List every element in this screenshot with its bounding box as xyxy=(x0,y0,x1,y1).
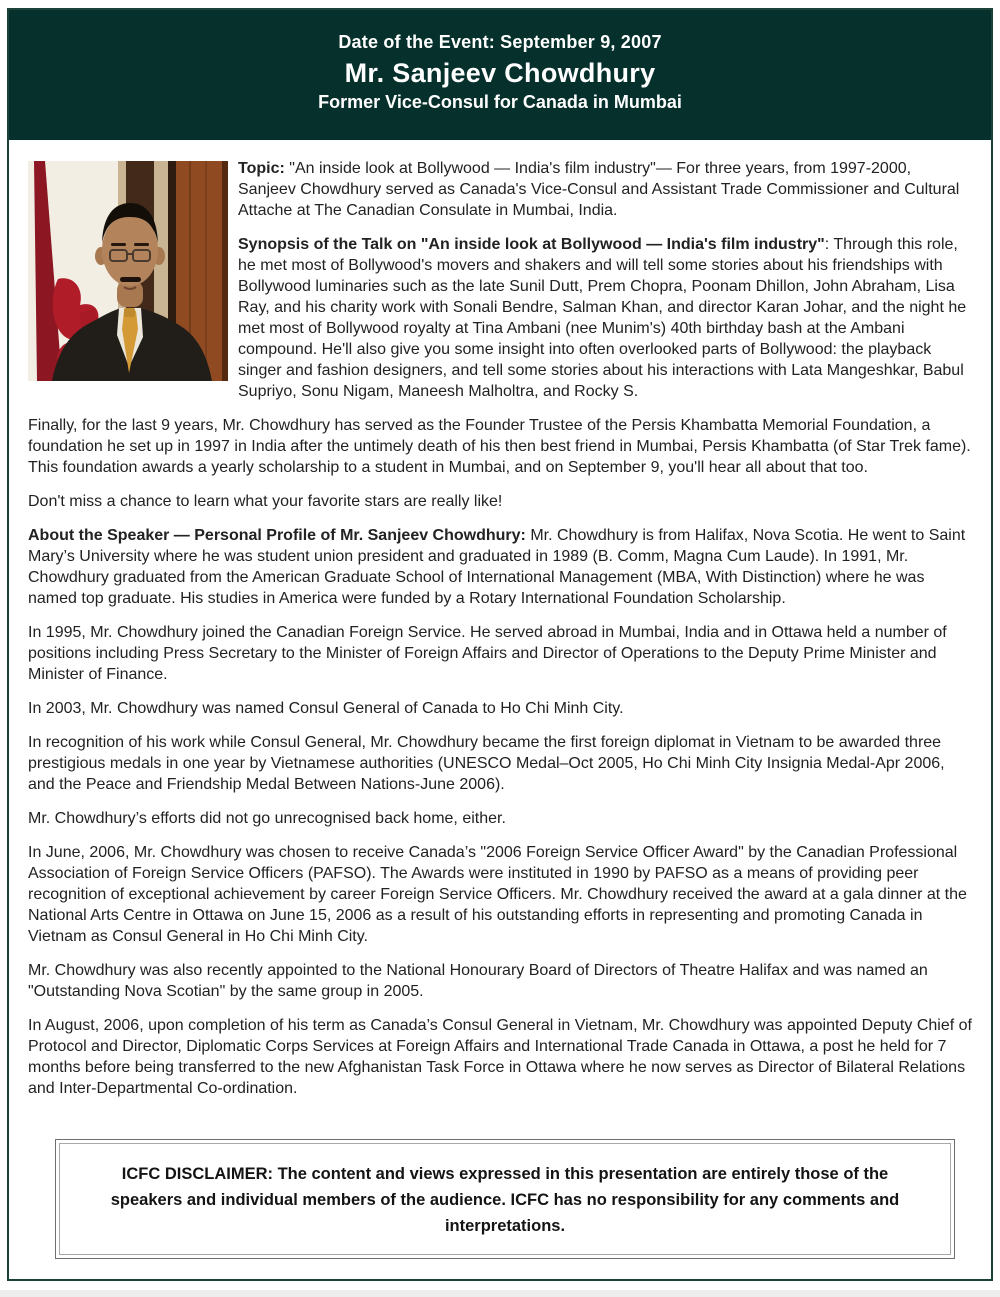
page-frame xyxy=(7,8,993,1281)
event-header xyxy=(9,10,991,140)
mustache xyxy=(120,277,141,282)
topic-text: "An inside look at Bollywood — India's film industry"— For three years, from 1997-2000, Sanjeev Chowdhury served as Canada's Vice-Consul and Assistant Trade Commissioner and Cultural Attache at The Canadian Consulate in Mumbai, India. xyxy=(238,160,960,219)
eyebrow-left xyxy=(111,243,126,246)
page-bottom-strip xyxy=(0,1290,1000,1297)
page-title: Mr. Sanjeev Chowdhury xyxy=(344,58,656,88)
eyebrow-right xyxy=(134,243,149,246)
paragraph-pafso-award: In June, 2006, Mr. Chowdhury was chosen to receive Canada’s "2006 Foreign Service Officer Award" by the Canadian Professional Association of Foreign Service Officers (PAFSO). The Awards were instituted in 1990 by PAFSO as a means of providing peer recognition of exceptional achievement by career Foreign Service Officers. Mr. Chowdhury received the award at a gala dinner at the National Arts Centre in Ottawa on June 15, 2006 as a result of his outstanding efforts in representing and promoting Canada in Vietnam as Consul General in Ho Chi Minh City. xyxy=(28,844,967,945)
about-speaker-text: Mr. Chowdhury is from Halifax, Nova Scotia. He went to Saint Mary’s University where he was student union president and graduated in 1989 (B. Comm, Magna Cum Laude). In 1991, Mr. Chowdhury graduated from the American Graduate School of International Management (MBA, With Distinction) where he was named top graduate. His studies in America were funded by a Rotary International Foundation Scholarship. xyxy=(28,527,966,607)
article-body xyxy=(9,140,991,1099)
synopsis-label: Synopsis of the Talk on "An inside look at Bollywood — India's film industry" xyxy=(238,236,825,253)
paragraph-consul-general: In 2003, Mr. Chowdhury was named Consul General of Canada to Ho Chi Minh City. xyxy=(28,700,624,717)
paragraph-medals: In recognition of his work while Consul General, Mr. Chowdhury became the first foreign diplomat in Vietnam to be awarded three prestigious medals in one year by Vietnamese authorities (UNESCO Medal–Oct 2005, Ho Chi Minh City Insignia Medal-Apr 2006, and the Peace and Friendship Medal Between Nations-June 2006). xyxy=(28,734,945,793)
disclaimer-text: ICFC DISCLAIMER: The content and views expressed in this presentation are entirely those of the speakers and individual members of the audience. ICFC has no responsibility for any comments and interpretations. xyxy=(110,1165,900,1235)
disclaimer-inner-border xyxy=(59,1143,951,1255)
disclaimer-box xyxy=(55,1139,955,1259)
event-date: Date of the Event: September 9, 2007 xyxy=(338,32,662,52)
paragraph-recognition: Mr. Chowdhury’s efforts did not go unrecognised back home, either. xyxy=(28,810,506,827)
topic-label: Topic: xyxy=(238,160,285,177)
paragraph-about-speaker xyxy=(28,525,972,609)
paragraph-dont-miss: Don't miss a chance to learn what your favorite stars are really like! xyxy=(28,493,503,510)
paragraph-foreign-service: In 1995, Mr. Chowdhury joined the Canadian Foreign Service. He served abroad in Mumbai, India and in Ottawa held a number of positions including Press Secretary to the Minister of Foreign Affairs and Director of Operations to the Deputy Prime Minister and Minister of Finance. xyxy=(28,624,947,683)
paragraph-foundation: Finally, for the last 9 years, Mr. Chowdhury has served as the Founder Trustee of the Persis Khambatta Memorial Foundation, a foundation he set up in 1997 in India after the untimely death of his then best friend in Mumbai, Persis Khambatta (of Star Trek fame). This foundation awards a yearly scholarship to a student in Mumbai, and on September 9, you'll hear all about that too. xyxy=(28,417,971,476)
tie-knot xyxy=(124,308,135,317)
paragraph-theatre-halifax: Mr. Chowdhury was also recently appointed to the National Honourary Board of Directors of Theatre Halifax and was named an "Outstanding Nova Scotian" by the same group in 2005. xyxy=(28,962,928,1000)
speaker-photo xyxy=(28,161,228,381)
synopsis-text: : Through this role, he met most of Bollywood's movers and shakers and will tell some stories about his friendships with Bollywood luminaries such as the late Sunil Dutt, Prem Chopra, Poonam Dhillon, John Abraham, Lisa Ray, and his charity work with Sonali Bendre, Salman Khan, and director Karan Johar, and the night he met most of Bollywood royalty at Tina Ambani (nee Munim's) 40th birthday bash at the Ambani compound. He'll also give you some insight into often overlooked parts of Bollywood: the playback singer and fashion designers, and tell some stories about his interactions with Lata Mangeshkar, Babul Supriyo, Sonu Nigam, Maneesh Malholtra, and Rocky S. xyxy=(238,236,967,400)
paragraph-protocol: In August, 2006, upon completion of his term as Canada’s Consul General in Vietnam, Mr. Chowdhury was appointed Deputy Chief of Protocol and Director, Diplomatic Corps Services at Foreign Affairs and International Trade Canada in Ottawa, a post he held for 7 months before being transferred to the new Afghanistan Task Force in Ottawa where he now serves as Director of Bilateral Relations and Inter-Departmental Co-ordination. xyxy=(28,1017,972,1097)
portrait-photo-graphic xyxy=(28,161,228,381)
about-speaker-label: About the Speaker — Personal Profile of Mr. Sanjeev Chowdhury: xyxy=(28,527,526,544)
speaker-subtitle: Former Vice-Consul for Canada in Mumbai xyxy=(318,92,682,112)
